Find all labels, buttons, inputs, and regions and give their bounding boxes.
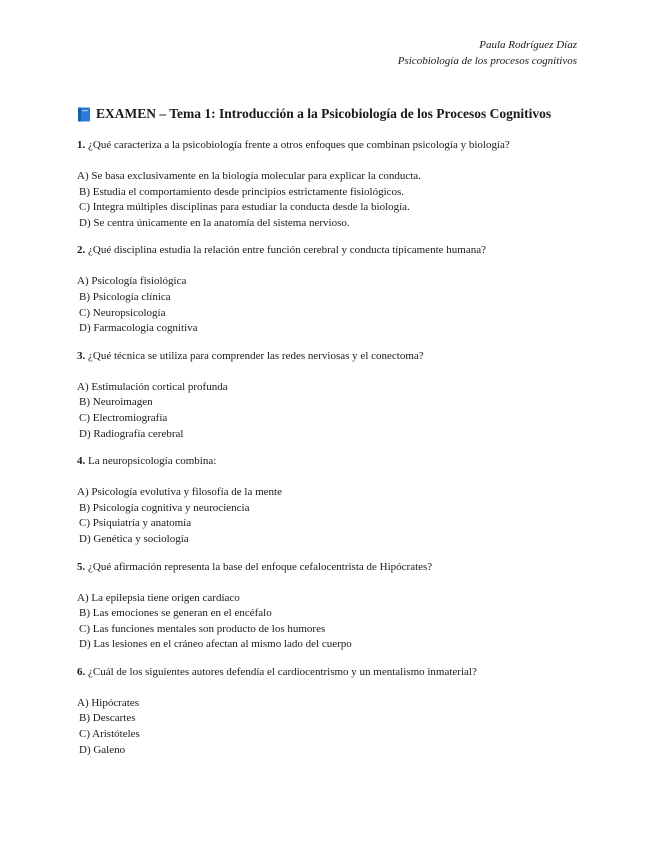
- option-c: C) Psiquiatría y anatomía: [79, 517, 192, 530]
- question-text: ¿Cuál de los siguientes autores defendía el cardiocentrismo y un mentalismo inmaterial?: [88, 665, 477, 678]
- option-c: C) Neuropsicología: [79, 306, 166, 319]
- question-number: 6.: [77, 665, 86, 678]
- option-a: A) Hipócrates: [77, 696, 140, 709]
- option-b: B) Estudia el comportamiento desde principios estrictamente fisiológicos.: [79, 185, 405, 198]
- option-d: D) Galeno: [79, 743, 126, 756]
- question-list: [77, 138, 597, 758]
- question-3: [77, 349, 597, 442]
- blue-book-icon: [77, 107, 91, 122]
- question-text: ¿Qué disciplina estudia la relación entre función cerebral y conducta típicamente humana?: [88, 244, 486, 257]
- option-b: B) Las emociones se generan en el encéfalo: [79, 607, 272, 620]
- question-6: [77, 665, 597, 758]
- question-1: [77, 138, 597, 231]
- question-4: [77, 454, 597, 547]
- option-a: A) Psicología evolutiva y filosofía de la mente: [77, 486, 282, 499]
- question-number: 2.: [77, 244, 86, 257]
- question-number: 3.: [77, 349, 86, 362]
- question-text: ¿Qué afirmación representa la base del enfoque cefalocentrista de Hipócrates?: [88, 560, 433, 573]
- question-number: 1.: [77, 139, 86, 151]
- question-5: [77, 560, 597, 653]
- option-a: A) Psicología fisiológica: [77, 275, 187, 288]
- option-b: B) Descartes: [79, 712, 136, 725]
- option-b: B) Psicología clínica: [79, 290, 171, 303]
- option-b: B) Psicología cognitiva y neurociencia: [79, 501, 250, 514]
- option-d: D) Las lesiones en el cráneo afectan al mismo lado del cuerpo: [79, 638, 352, 651]
- question-number: 4.: [77, 455, 86, 468]
- option-d: D) Radiografía cerebral: [79, 427, 184, 440]
- subject-name: Psicobiología de los procesos cognitivos: [397, 55, 577, 67]
- option-a: A) La epilepsia tiene origen cardíaco: [77, 591, 240, 604]
- option-b: B) Neuroimagen: [79, 396, 153, 409]
- question-text: ¿Qué técnica se utiliza para comprender las redes nerviosas y el conectoma?: [88, 349, 424, 362]
- question-2: [77, 243, 597, 336]
- option-c: C) Integra múltiples disciplinas para estudiar la conducta desde la biología.: [79, 201, 410, 214]
- exam-title: [77, 106, 551, 122]
- question-text: ¿Qué caracteriza a la psicobiología frente a otros enfoques que combinan psicología y biología?: [88, 139, 510, 151]
- option-d: D) Genética y sociología: [79, 532, 189, 545]
- exam-title-text: EXAMEN – Tema 1: Introducción a la Psicobiología de los Procesos Cognitivos: [96, 106, 552, 121]
- question-text: La neuropsicología combina:: [88, 455, 217, 468]
- document-header: [398, 37, 577, 69]
- option-d: D) Farmacología cognitiva: [79, 322, 198, 335]
- author-name: Paula Rodríguez Díaz: [479, 39, 577, 51]
- question-number: 5.: [77, 560, 86, 573]
- option-a: A) Se basa exclusivamente en la biología molecular para explicar la conducta.: [77, 170, 421, 182]
- option-c: C) Aristóteles: [79, 728, 140, 741]
- option-a: A) Estimulación cortical profunda: [77, 380, 228, 393]
- option-d: D) Se centra únicamente en la anatomía del sistema nervioso.: [79, 216, 350, 229]
- option-c: C) Electromiografía: [79, 411, 168, 424]
- option-c: C) Las funciones mentales son producto de los humores: [79, 622, 326, 635]
